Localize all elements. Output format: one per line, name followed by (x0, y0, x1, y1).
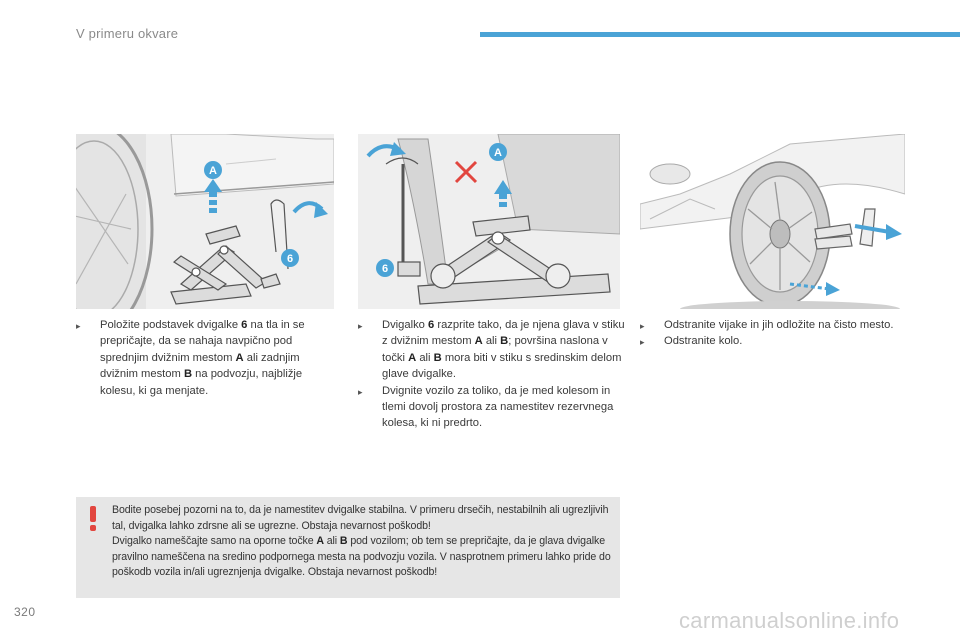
warning-box (76, 497, 620, 598)
figure-jack-raise (358, 134, 620, 309)
bullet-icon: ▸ (640, 337, 645, 348)
jack-raise-illustration (358, 134, 620, 309)
figure-jack-placement (76, 134, 334, 309)
instruction-item: ▸ Položite podstavek dvigalke 6 na tla in se prepričajte, da se nahaja navpično pod sprednjim dvižnim mestom A ali zadnjim dvižnim mestom B na podvozju, najbližje kolesu, ki ga menjate. (76, 319, 305, 397)
instructions-column-2 (358, 317, 628, 432)
watermark: carmanualsonline.info (679, 608, 900, 633)
instructions-column-1 (76, 317, 338, 399)
figure-wheel-removal (640, 134, 905, 309)
figure-label-6: 6 (381, 263, 389, 275)
bullet-icon: ▸ (640, 321, 645, 331)
instruction-item: ▸ Dvignite vozilo za toliko, da je med kolesom in tlemi dovolj prostora za namestitev rezervnega kolesa, ki ni predrto. (358, 384, 614, 430)
instruction-item: ▸ Odstranite vijake in jih odložite na čisto mesto. (640, 317, 900, 333)
jack-placement-illustration (76, 134, 334, 309)
figure-label-a: A (209, 165, 217, 177)
bullet-icon: ▸ (358, 321, 363, 331)
instruction-item: ▸ Dvigalko 6 razprite tako, da je njena glava v stiku z dvižnim mestom A ali B; površina naslona v točki A ali B mora biti v stiku s sredinskim delom glave dvigalke. (358, 319, 625, 381)
bullet-icon: ▸ (358, 386, 363, 397)
warning-text: Bodite posebej pozorni na to, da je namestitev dvigalke stabilna. V primeru drsečih, nestabilnih ali ugrezljivih tal, dvigalka lahko zdrsne ali se ugrezne. Obstaja nevarnost poškodb! Dvigalko nameščajte samo na oporne točke A ali B pod vozilom; ob tem se prepričajte, da je glava dvigalke pravilno nameščena na sredino podpornega mesta na podvozju vozila. V nasprotnem primeru lahko pride do poškodb vozila in/ali ugreznjenja dvigalke. Obstaja nevarnost poškodb! (112, 504, 611, 579)
wheel-removal-illustration (640, 134, 905, 309)
instruction-item: ▸ Odstranite kolo. (640, 333, 900, 349)
header-accent-bar (480, 32, 960, 37)
instructions-column-3 (640, 317, 900, 350)
page-number: 320 (14, 605, 36, 619)
section-title: V primeru okvare (76, 26, 179, 41)
warning-icon (84, 503, 102, 533)
figure-label-a: A (494, 147, 502, 159)
bullet-icon: ▸ (76, 321, 81, 331)
figure-label-6: 6 (286, 253, 294, 265)
